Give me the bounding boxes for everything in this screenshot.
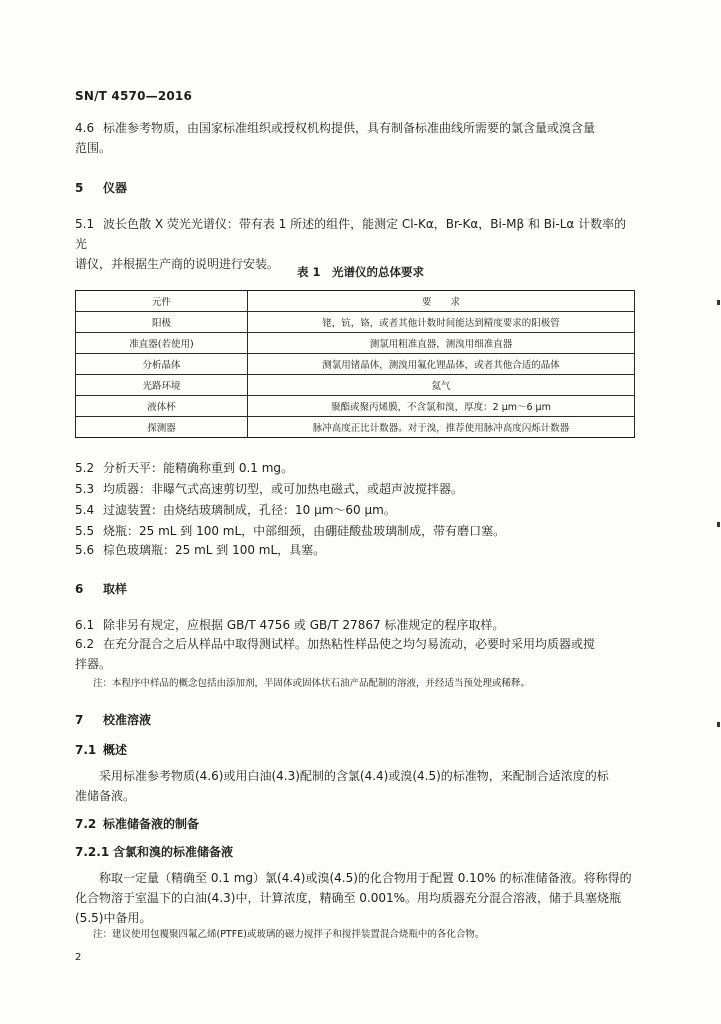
clause-number: 5.2 (75, 461, 95, 475)
clause-5-5 (75, 521, 505, 541)
section-number: 7 (75, 713, 84, 727)
requirement-cell: 脉冲高度正比计数器。对于溴，推荐使用脉冲高度闪烁计数器 (248, 417, 635, 438)
table-row (76, 396, 635, 417)
section-number: 5 (75, 181, 84, 195)
page-number: 2 (75, 952, 82, 963)
header-cell-requirement: 要 求 (248, 291, 635, 312)
table-row (76, 354, 635, 375)
component-cell: 阳极 (76, 312, 248, 333)
clause-text-cont: 范围。 (75, 141, 112, 155)
clause-text-cont: 拌器。 (75, 657, 112, 671)
requirement-cell: 氦气 (248, 375, 635, 396)
clause-6-1 (75, 615, 504, 635)
standard-code: SN/T 4570—2016 (75, 89, 193, 103)
subsection-heading-7-1 (75, 741, 127, 758)
section-number: 7.2 (75, 817, 97, 831)
scan-mark (717, 300, 720, 305)
clause-text: 过滤装置：由烧结玻璃制成，孔径：10 μm～60 μm。 (103, 503, 396, 517)
clause-5-6 (75, 540, 325, 560)
clause-number: 5.3 (75, 482, 95, 496)
note: 注：本程序中样品的概念包括由添加剂，半固体或固体状石油产品配制的溶液，并经适当预处理或稀释。 (93, 678, 531, 689)
clause-text-cont: 化合物溶于室温下的白油(4.3)中，计算浓度，精确至 0.001%。用均质器充分混合溶液，储于具塞烧瓶 (75, 891, 622, 905)
section-number: 7.1 (75, 743, 97, 757)
table-header-row (76, 291, 635, 312)
component-cell: 准直器(若使用) (76, 333, 248, 354)
section-heading-7 (75, 711, 151, 728)
clause-text: 波长色散 X 荧光光谱仪：带有表 1 所述的组件，能测定 Cl-Kα，Br-Kα，Bi-Mβ 和 Bi-Lα 计数率的光 (75, 217, 627, 251)
clause-text-cont: 准储备液。 (75, 789, 136, 803)
clause-7-2-1-text (75, 868, 635, 928)
table-row (76, 417, 635, 438)
section-heading-5 (75, 179, 127, 196)
component-cell: 光路环境 (76, 375, 248, 396)
clause-text: 均质器：非曝气式高速剪切型，或可加热电磁式，或超声波搅拌器。 (103, 482, 464, 496)
clause-text: 在充分混合之后从样品中取得测试样。加热粘性样品使之均匀易流动，必要时采用均质器或搅 (103, 637, 596, 651)
clause-4-6 (75, 118, 635, 158)
scan-mark (717, 722, 720, 727)
clause-text: 称取一定量（精确至 0.1 mg）氯(4.4)或溴(4.5)的化合物用于配置 0.10% 的标准储备液。将称得的 (99, 871, 632, 885)
clause-text-cont: 谱仪，并根据生产商的说明进行安装。 (75, 257, 280, 271)
requirement-cell: 聚酯或聚丙烯膜，不含氯和溴，厚度：2 μm～6 μm (248, 396, 635, 417)
section-number: 7.2.1 (75, 845, 110, 859)
clause-text: 烧瓶：25 mL 到 100 mL，中部细颈，由硼硅酸盐玻璃制成，带有磨口塞。 (103, 524, 506, 538)
section-title: 概述 (103, 743, 128, 757)
header-cell-component: 元件 (76, 291, 248, 312)
clause-5-2 (75, 458, 293, 478)
clause-text: 分析天平：能精确称重到 0.1 mg。 (103, 461, 294, 475)
clause-number: 6.2 (75, 637, 95, 651)
clause-text: 采用标准参考物质(4.6)或用白油(4.3)配制的含氯(4.4)或溴(4.5)的标准物，来配制合适浓度的标 (99, 769, 609, 783)
clause-5-3 (75, 479, 463, 499)
clause-number: 5.5 (75, 524, 95, 538)
table-row (76, 333, 635, 354)
clause-text: 除非另有规定，应根据 GB/T 4756 或 GB/T 27867 标准规定的程序取样。 (103, 618, 505, 632)
requirement-cell: 测氯用粗准直器，测溴用细准直器 (248, 333, 635, 354)
clause-text: 棕色玻璃瓶：25 mL 到 100 mL，具塞。 (103, 543, 326, 557)
clause-number: 5.4 (75, 503, 95, 517)
section-number: 6 (75, 582, 84, 596)
clause-number: 4.6 (75, 121, 95, 135)
clause-number: 5.1 (75, 217, 95, 231)
clause-text-cont: (5.5)中备用。 (75, 911, 152, 925)
section-title: 标准储备液的制备 (103, 817, 200, 831)
note: 注：建议使用包覆聚四氟乙烯(PTFE)或玻璃的磁力搅拌子和搅拌装置混合烧瓶中的各化合物。 (93, 929, 485, 940)
requirement-cell: 铑，钪，铬，或者其他计数时间能达到精度要求的阳极管 (248, 312, 635, 333)
section-heading-6 (75, 580, 127, 597)
requirement-cell: 测氯用锗晶体，测溴用氟化锂晶体，或者其他合适的晶体 (248, 354, 635, 375)
scan-mark (717, 522, 720, 527)
clause-text: 标准参考物质，由国家标准组织或授权机构提供，具有制备标准曲线所需要的氯含量或溴含量 (103, 121, 596, 135)
subsection-heading-7-2-1 (75, 843, 233, 860)
clause-number: 5.6 (75, 543, 95, 557)
clause-5-4 (75, 500, 396, 520)
clause-6-2 (75, 634, 635, 674)
table-caption: 表 1 光谱仪的总体要求 (296, 265, 424, 279)
section-title: 含氯和溴的标准储备液 (113, 845, 234, 859)
spectrometer-requirements-table (75, 290, 635, 438)
component-cell: 探测器 (76, 417, 248, 438)
section-title: 仪器 (103, 181, 128, 195)
table-row (76, 312, 635, 333)
section-title: 取样 (103, 582, 128, 596)
component-cell: 分析晶体 (76, 354, 248, 375)
clause-number: 6.1 (75, 618, 95, 632)
clause-7-1-text (75, 766, 635, 806)
component-cell: 液体杯 (76, 396, 248, 417)
section-title: 校准溶液 (103, 713, 152, 727)
subsection-heading-7-2 (75, 815, 199, 832)
table-row (76, 375, 635, 396)
